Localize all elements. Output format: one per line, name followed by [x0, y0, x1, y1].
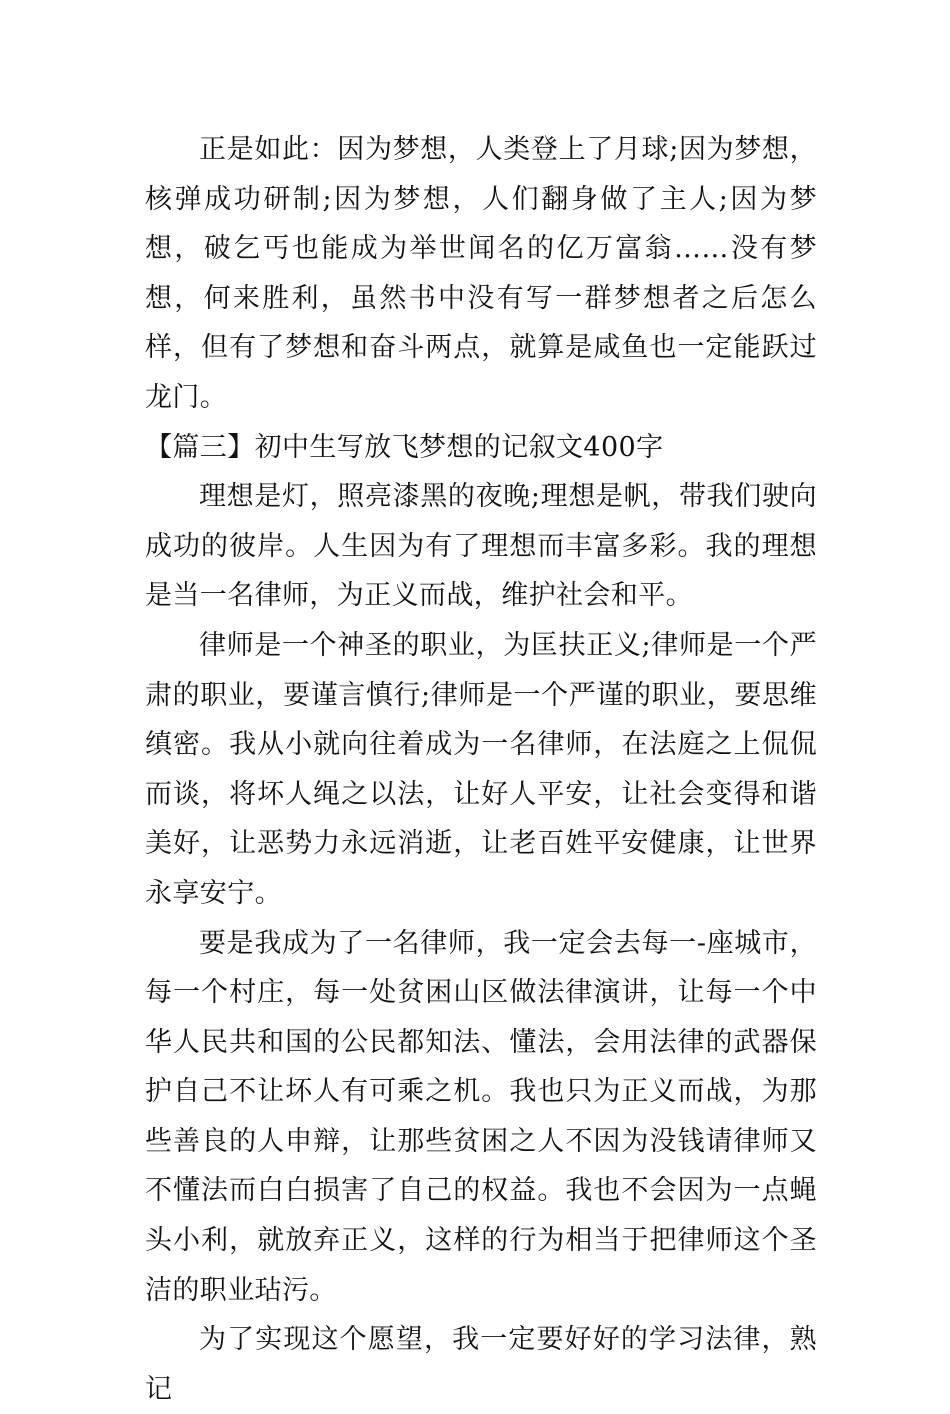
paragraph-lawyer-plan: 要是我成为了一名律师，我一定会去每一-座城市，每一个村庄，每一处贫困山区做法律演讲，让每一个中华人民共和国的公民都知法、懂法，会用法律的武器保护自己不让坏人有可乘之机。我也只为正义而战，为那些善良的人申辩，让那些贫困之人不因为没钱请律师又不懂法而白白损害了自己的权益。我也不会因为一点蝇头小利，就放弃正义，这样的行为相当于把律师这个圣洁的职业玷污。: [145, 927, 817, 1306]
document-body: [145, 125, 817, 1414]
section-heading: 【篇三】初中生写放飞梦想的记叙文400字: [145, 431, 664, 463]
paragraph-study-law: 为了实现这个愿望，我一定要好好的学习法律，熟记: [145, 1324, 817, 1405]
paragraph-lawyer-profession: 律师是一个神圣的职业，为匡扶正义;律师是一个严肃的职业，要谨言慎行;律师是一个严谨的职业，要思维缜密。我从小就向往着成为一名律师，在法庭之上侃侃而谈，将坏人绳之以法，让好人平安，让社会变得和谐美好，让恶势力永远消逝，让老百姓平安健康，让世界永享安宁。: [145, 629, 817, 909]
paragraph-dream-importance: 正是如此：因为梦想，人类登上了月球;因为梦想，核弹成功研制;因为梦想，人们翻身做了主人;因为梦想，破乞丐也能成为举世闻名的亿万富翁……没有梦想，何来胜利，虽然书中没有写一群梦想者之后怎么样，但有了梦想和奋斗两点，就算是咸鱼也一定能跃过龙门。: [145, 134, 817, 413]
paragraph-ideal-intro: 理想是灯，照亮漆黑的夜晚;理想是帆，带我们驶向成功的彼岸。人生因为有了理想而丰富多彩。我的理想是当一名律师，为正义而战，维护社会和平。: [145, 481, 817, 612]
